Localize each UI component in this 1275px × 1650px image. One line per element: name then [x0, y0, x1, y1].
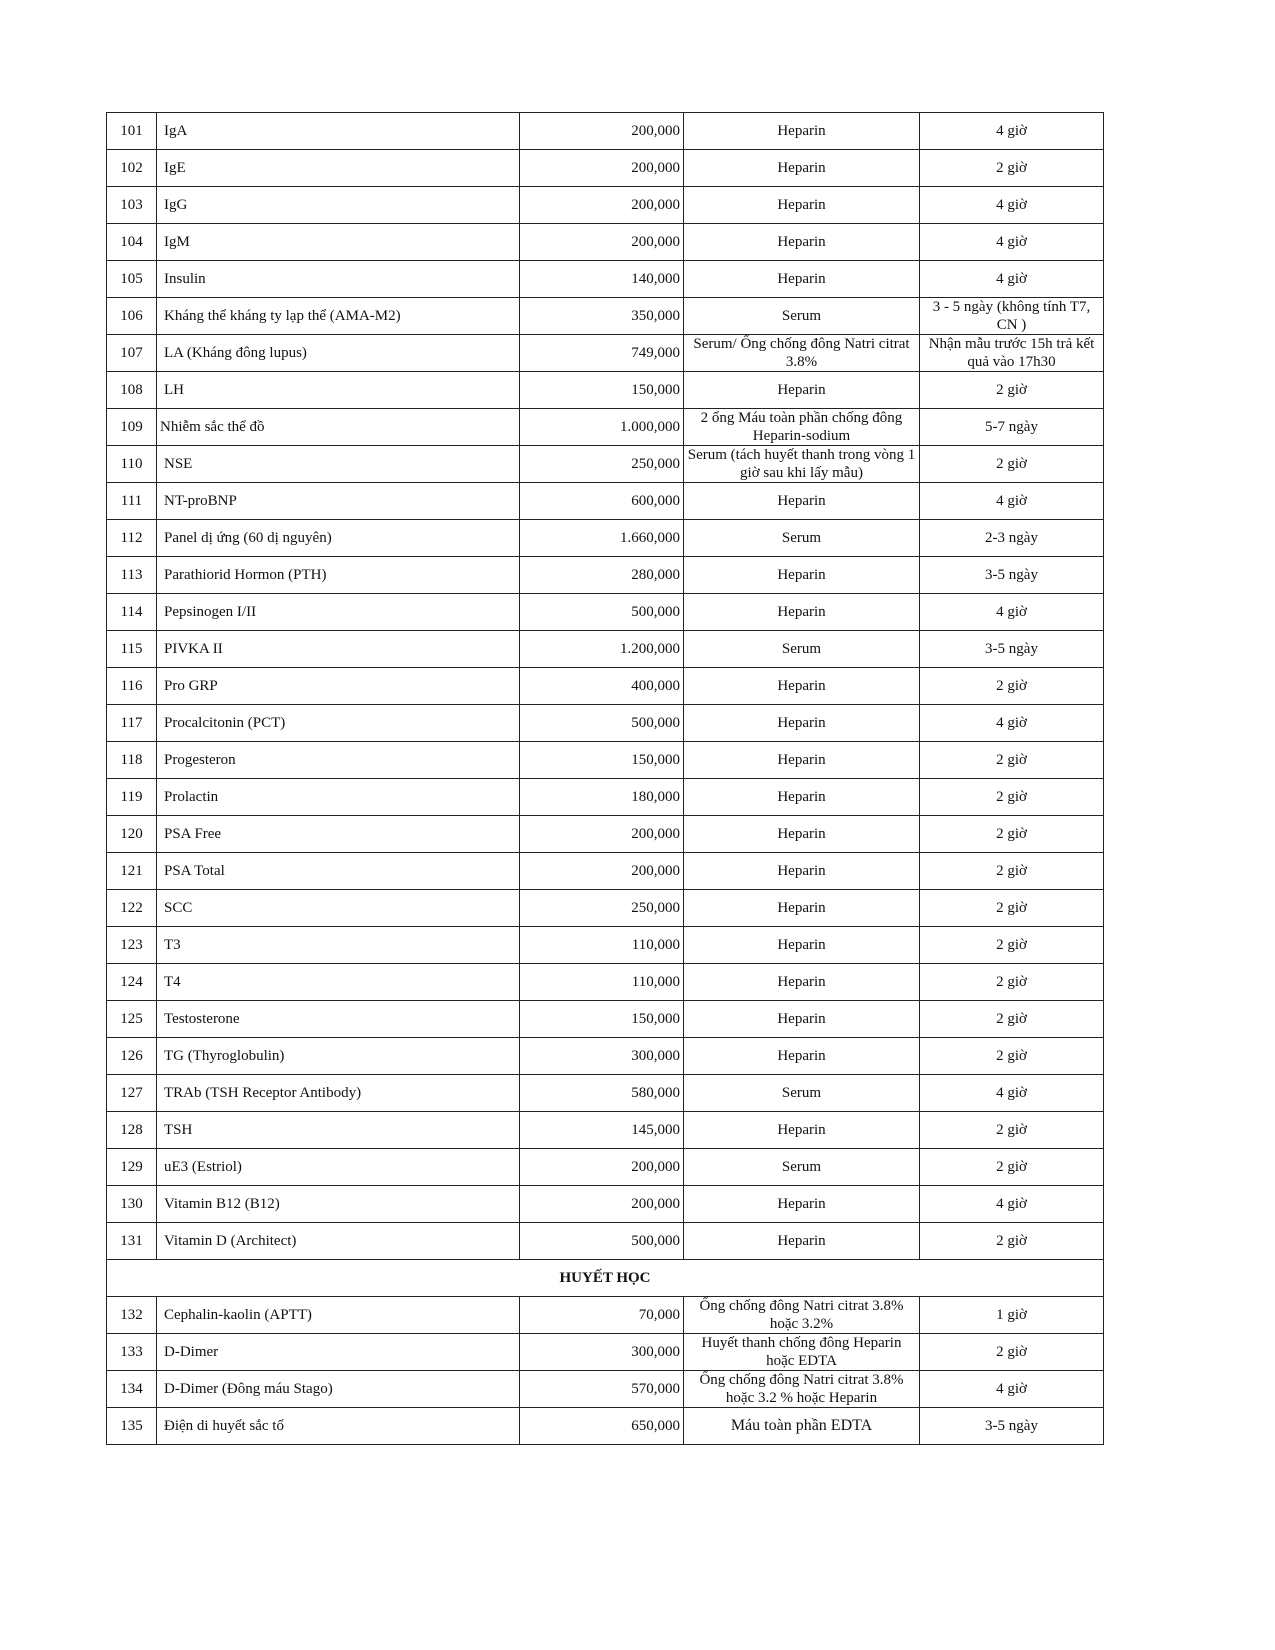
table-row: [107, 483, 1104, 520]
turnaround-time: 4 giờ: [920, 187, 1104, 224]
row-number: 113: [107, 557, 157, 594]
test-price: 200,000: [520, 853, 684, 890]
row-number: 124: [107, 964, 157, 1001]
section-header-row: [107, 1260, 1104, 1297]
test-price: 1.200,000: [520, 631, 684, 668]
turnaround-time: 4 giờ: [920, 1075, 1104, 1112]
row-number: 125: [107, 1001, 157, 1038]
table-row: [107, 927, 1104, 964]
sample-type: Heparin: [684, 705, 920, 742]
sample-type: Serum: [684, 298, 920, 335]
table-row: [107, 1408, 1104, 1445]
row-number: 135: [107, 1408, 157, 1445]
row-number: 121: [107, 853, 157, 890]
sample-type: Serum: [684, 1149, 920, 1186]
turnaround-time: 2 giờ: [920, 1223, 1104, 1260]
table-row: [107, 224, 1104, 261]
row-number: 110: [107, 446, 157, 483]
turnaround-time: 3-5 ngày: [920, 631, 1104, 668]
test-name: Procalcitonin (PCT): [157, 705, 520, 742]
test-price: 150,000: [520, 742, 684, 779]
sample-type: Ống chống đông Natri citrat 3.8% hoặc 3.2 % hoặc Heparin: [684, 1371, 920, 1408]
row-number: 117: [107, 705, 157, 742]
test-price: 200,000: [520, 150, 684, 187]
row-number: 130: [107, 1186, 157, 1223]
test-name: D-Dimer: [157, 1334, 520, 1371]
turnaround-time: 2 giờ: [920, 779, 1104, 816]
test-price: 600,000: [520, 483, 684, 520]
test-price: 300,000: [520, 1334, 684, 1371]
test-name: LA (Kháng đông lupus): [157, 335, 520, 372]
sample-type: Heparin: [684, 1186, 920, 1223]
turnaround-time: 2 giờ: [920, 742, 1104, 779]
test-name: Pro GRP: [157, 668, 520, 705]
test-price: 180,000: [520, 779, 684, 816]
table-row: [107, 335, 1104, 372]
turnaround-time: 4 giờ: [920, 1371, 1104, 1408]
test-price: 200,000: [520, 187, 684, 224]
test-name: NT-proBNP: [157, 483, 520, 520]
sample-type: Heparin: [684, 372, 920, 409]
test-name: Parathiorid Hormon (PTH): [157, 557, 520, 594]
turnaround-time: 5-7 ngày: [920, 409, 1104, 446]
row-number: 123: [107, 927, 157, 964]
test-price: 110,000: [520, 964, 684, 1001]
row-number: 111: [107, 483, 157, 520]
test-price: 200,000: [520, 1149, 684, 1186]
test-price: 70,000: [520, 1297, 684, 1334]
table-row: [107, 1186, 1104, 1223]
test-name: SCC: [157, 890, 520, 927]
test-price: 200,000: [520, 816, 684, 853]
row-number: 116: [107, 668, 157, 705]
turnaround-time: 2 giờ: [920, 1149, 1104, 1186]
table-row: [107, 1334, 1104, 1371]
test-name: T3: [157, 927, 520, 964]
test-price: 500,000: [520, 594, 684, 631]
test-price: 500,000: [520, 705, 684, 742]
sample-type: Heparin: [684, 927, 920, 964]
row-number: 119: [107, 779, 157, 816]
row-number: 133: [107, 1334, 157, 1371]
table-row: [107, 742, 1104, 779]
test-name: Progesteron: [157, 742, 520, 779]
test-price: 400,000: [520, 668, 684, 705]
sample-type: Heparin: [684, 1223, 920, 1260]
row-number: 122: [107, 890, 157, 927]
test-name: Pepsinogen I/II: [157, 594, 520, 631]
table-row: [107, 113, 1104, 150]
row-number: 102: [107, 150, 157, 187]
row-number: 115: [107, 631, 157, 668]
test-price: 570,000: [520, 1371, 684, 1408]
turnaround-time: 2 giờ: [920, 372, 1104, 409]
test-price: 1.000,000: [520, 409, 684, 446]
table-row: [107, 372, 1104, 409]
test-price: 150,000: [520, 1001, 684, 1038]
sample-type: Serum: [684, 1075, 920, 1112]
test-name: Nhiễm sắc thể đồ: [157, 409, 520, 446]
test-name: PIVKA II: [157, 631, 520, 668]
sample-type: Heparin: [684, 150, 920, 187]
test-name: IgG: [157, 187, 520, 224]
row-number: 134: [107, 1371, 157, 1408]
turnaround-time: 2 giờ: [920, 890, 1104, 927]
table-row: [107, 1075, 1104, 1112]
test-name: Insulin: [157, 261, 520, 298]
sample-type: Heparin: [684, 113, 920, 150]
turnaround-time: 4 giờ: [920, 594, 1104, 631]
test-price: 1.660,000: [520, 520, 684, 557]
sample-type: Heparin: [684, 224, 920, 261]
sample-type: Serum: [684, 520, 920, 557]
test-price: 250,000: [520, 890, 684, 927]
section-title: HUYẾT HỌC: [107, 1260, 1104, 1297]
test-name: NSE: [157, 446, 520, 483]
row-number: 103: [107, 187, 157, 224]
turnaround-time: 4 giờ: [920, 113, 1104, 150]
sample-type: Heparin: [684, 261, 920, 298]
sample-type: Heparin: [684, 1112, 920, 1149]
table-row: [107, 1038, 1104, 1075]
test-name: Vitamin D (Architect): [157, 1223, 520, 1260]
test-name: Vitamin B12 (B12): [157, 1186, 520, 1223]
table-row: [107, 261, 1104, 298]
table-row: [107, 1001, 1104, 1038]
test-name: IgE: [157, 150, 520, 187]
turnaround-time: 2 giờ: [920, 1038, 1104, 1075]
test-name: PSA Total: [157, 853, 520, 890]
sample-type: Heparin: [684, 483, 920, 520]
test-price: 110,000: [520, 927, 684, 964]
turnaround-time: 3-5 ngày: [920, 1408, 1104, 1445]
test-name: Testosterone: [157, 1001, 520, 1038]
row-number: 109: [107, 409, 157, 446]
test-price: 749,000: [520, 335, 684, 372]
sample-type: Heparin: [684, 1001, 920, 1038]
turnaround-time: 2 giờ: [920, 853, 1104, 890]
test-price: 650,000: [520, 1408, 684, 1445]
section-huyet-hoc: [107, 1260, 1104, 1297]
sample-type: Heparin: [684, 853, 920, 890]
sample-type: Serum (tách huyết thanh trong vòng 1 giờ sau khi lấy mẫu): [684, 446, 920, 483]
test-price: 500,000: [520, 1223, 684, 1260]
table-row: [107, 150, 1104, 187]
turnaround-time: 2 giờ: [920, 927, 1104, 964]
row-number: 108: [107, 372, 157, 409]
turnaround-time: 4 giờ: [920, 261, 1104, 298]
test-name: Điện di huyết sắc tố: [157, 1408, 520, 1445]
sample-type: Huyết thanh chống đông Heparin hoặc EDTA: [684, 1334, 920, 1371]
test-name: TRAb (TSH Receptor Antibody): [157, 1075, 520, 1112]
test-name: PSA Free: [157, 816, 520, 853]
turnaround-time: Nhận mẫu trước 15h trả kết quả vào 17h30: [920, 335, 1104, 372]
turnaround-time: 4 giờ: [920, 705, 1104, 742]
row-number: 107: [107, 335, 157, 372]
sample-type: Heparin: [684, 779, 920, 816]
sample-type: Heparin: [684, 557, 920, 594]
test-price: 200,000: [520, 1186, 684, 1223]
turnaround-time: 2 giờ: [920, 446, 1104, 483]
row-number: 127: [107, 1075, 157, 1112]
turnaround-time: 1 giờ: [920, 1297, 1104, 1334]
sample-type: Heparin: [684, 890, 920, 927]
test-name: D-Dimer (Đông máu Stago): [157, 1371, 520, 1408]
turnaround-time: 4 giờ: [920, 1186, 1104, 1223]
row-number: 105: [107, 261, 157, 298]
test-name: TSH: [157, 1112, 520, 1149]
test-price: 140,000: [520, 261, 684, 298]
table-row: [107, 890, 1104, 927]
table-row: [107, 1297, 1104, 1334]
turnaround-time: 2 giờ: [920, 1112, 1104, 1149]
table-body-main: [107, 113, 1104, 1260]
test-price: 200,000: [520, 113, 684, 150]
sample-type: Heparin: [684, 187, 920, 224]
sample-type: Heparin: [684, 668, 920, 705]
sample-type: Heparin: [684, 742, 920, 779]
row-number: 131: [107, 1223, 157, 1260]
row-number: 106: [107, 298, 157, 335]
sample-type: Ống chống đông Natri citrat 3.8% hoặc 3.2%: [684, 1297, 920, 1334]
test-price: 250,000: [520, 446, 684, 483]
table-row: [107, 779, 1104, 816]
test-price: 200,000: [520, 224, 684, 261]
row-number: 101: [107, 113, 157, 150]
table-row: [107, 520, 1104, 557]
table-row: [107, 853, 1104, 890]
table-row: [107, 705, 1104, 742]
test-name: uE3 (Estriol): [157, 1149, 520, 1186]
sample-type: Serum/ Ống chống đông Natri citrat 3.8%: [684, 335, 920, 372]
test-name: TG (Thyroglobulin): [157, 1038, 520, 1075]
test-name: Kháng thể kháng ty lạp thể (AMA-M2): [157, 298, 520, 335]
test-name: Cephalin-kaolin (APTT): [157, 1297, 520, 1334]
turnaround-time: 2 giờ: [920, 1001, 1104, 1038]
row-number: 126: [107, 1038, 157, 1075]
table-row: [107, 557, 1104, 594]
row-number: 129: [107, 1149, 157, 1186]
test-price: 280,000: [520, 557, 684, 594]
table-row: [107, 631, 1104, 668]
row-number: 114: [107, 594, 157, 631]
test-price: 350,000: [520, 298, 684, 335]
turnaround-time: 4 giờ: [920, 483, 1104, 520]
row-number: 118: [107, 742, 157, 779]
turnaround-time: 2 giờ: [920, 816, 1104, 853]
sample-type: Heparin: [684, 816, 920, 853]
sample-type: 2 ống Máu toàn phần chống đông Heparin-sodium: [684, 409, 920, 446]
test-name: IgA: [157, 113, 520, 150]
row-number: 120: [107, 816, 157, 853]
table-row: [107, 816, 1104, 853]
table-row: [107, 1223, 1104, 1260]
row-number: 112: [107, 520, 157, 557]
turnaround-time: 2 giờ: [920, 150, 1104, 187]
test-price: 145,000: [520, 1112, 684, 1149]
price-table: [106, 112, 1104, 1445]
turnaround-time: 2 giờ: [920, 1334, 1104, 1371]
test-name: Panel dị ứng (60 dị nguyên): [157, 520, 520, 557]
row-number: 132: [107, 1297, 157, 1334]
table-row: [107, 668, 1104, 705]
sample-type: Heparin: [684, 594, 920, 631]
sample-type: Máu toàn phần EDTA: [684, 1408, 920, 1445]
turnaround-time: 3-5 ngày: [920, 557, 1104, 594]
table-row: [107, 409, 1104, 446]
table-row: [107, 594, 1104, 631]
turnaround-time: 4 giờ: [920, 224, 1104, 261]
turnaround-time: 3 - 5 ngày (không tính T7, CN ): [920, 298, 1104, 335]
sample-type: Heparin: [684, 1038, 920, 1075]
row-number: 104: [107, 224, 157, 261]
table-row: [107, 446, 1104, 483]
table-row: [107, 1371, 1104, 1408]
test-name: IgM: [157, 224, 520, 261]
turnaround-time: 2 giờ: [920, 668, 1104, 705]
test-price: 300,000: [520, 1038, 684, 1075]
test-price: 150,000: [520, 372, 684, 409]
test-name: T4: [157, 964, 520, 1001]
table-row: [107, 1112, 1104, 1149]
row-number: 128: [107, 1112, 157, 1149]
sample-type: Heparin: [684, 964, 920, 1001]
sample-type: Serum: [684, 631, 920, 668]
turnaround-time: 2 giờ: [920, 964, 1104, 1001]
table-row: [107, 1149, 1104, 1186]
turnaround-time: 2-3 ngày: [920, 520, 1104, 557]
table-row: [107, 964, 1104, 1001]
table-row: [107, 187, 1104, 224]
test-name: Prolactin: [157, 779, 520, 816]
test-price: 580,000: [520, 1075, 684, 1112]
table-row: [107, 298, 1104, 335]
table-body-hematology: [107, 1297, 1104, 1445]
test-name: LH: [157, 372, 520, 409]
